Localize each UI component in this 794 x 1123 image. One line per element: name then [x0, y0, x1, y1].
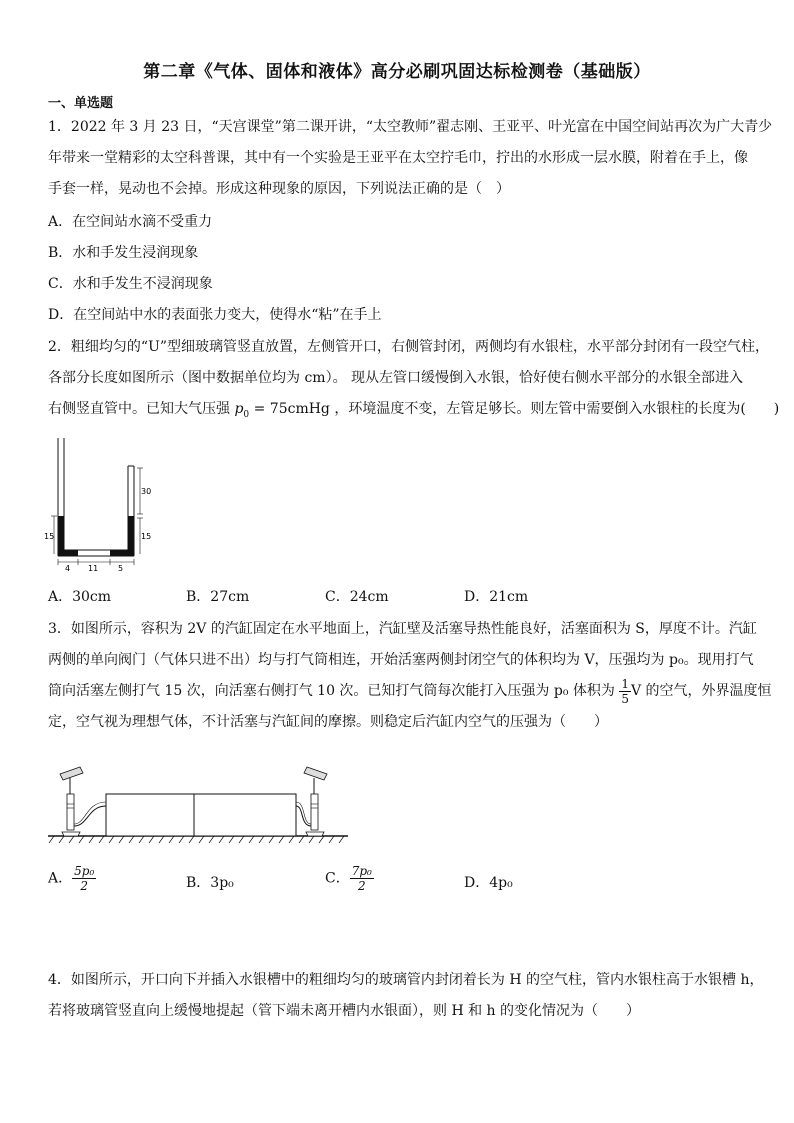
q2-option-d: D．21cm [464, 589, 529, 605]
page-title: 第二章《气体、固体和液体》高分必刷巩固达标检测卷（基础版） [143, 62, 651, 82]
q1-option-a: A．在空间站水滴不受重力 [48, 214, 213, 230]
q1-line-3: 手套一样，晃动也不会掉。形成这种现象的原因，下列说法正确的是（ ） [48, 181, 510, 197]
q2-line-1: 2．粗细均匀的“U”型细玻璃管竖直放置，左侧管开口，右侧管封闭，两侧均有水银柱，水平部分封闭有一段空气柱， [48, 339, 770, 355]
label-b-5: 5 [118, 564, 124, 573]
q2-line-3: 右侧竖直管中。已知大气压强 $p_0$ = 75cmHg ，环境温度不变，左管足够长。则左管中需要倒入水银柱的长度为( ) [48, 401, 780, 420]
q3-option-d: D．4p₀ [464, 875, 513, 891]
q1-option-d: D．在空间站中水的表面张力变大，使得水“粘”在手上 [48, 307, 382, 323]
q1-line-1: 1．2022 年 3 月 23 日，“天宫课堂”第二课开讲，“太空教师”翟志刚、王亚平、叶光富在中国空间站再次为广大青少 [48, 119, 773, 135]
q3-options [48, 864, 748, 900]
question-1-stem [48, 112, 773, 205]
q3-option-a: A． $\frac{\text{5p₀}}{2}$ [48, 864, 95, 893]
fraction-one-fifth: $\frac{1}{5}$ [621, 676, 629, 706]
q4-line-1: 4．如图所示，开口向下并插入水银槽中的粗细均匀的玻璃管内封闭着长为 H 的空气柱，管内水银柱高于水银槽 h， [48, 972, 764, 988]
section-heading: 一、单选题 [48, 96, 114, 111]
u-tube-figure [44, 438, 160, 573]
q3-option-b: B．3p₀ [186, 875, 234, 891]
question-3-stem [48, 614, 772, 738]
q2-option-c: C．24cm [325, 589, 389, 605]
label-b-4: 4 [65, 564, 71, 573]
q3-option-c: C． $\frac{\text{7p₀}}{2}$ [325, 864, 372, 893]
label-b-11: 11 [88, 564, 99, 573]
q3-line-3: 筒向活塞左侧打气 15 次，向活塞右侧打气 10 次。已知打气筒每次能打入压强为 p₀ 体积为 $\frac{1}{5}$ V 的空气，外界温度恒 [48, 676, 772, 706]
q2-option-a: A．30cm [48, 589, 112, 605]
q2-line-2: 各部分长度如图所示（图中数据单位均为 cm）。 现从左管口缓慢倒入水银，恰好使右侧水平部分的水银全部进入 [48, 370, 744, 386]
label-30: 30 [141, 487, 152, 496]
cylinder-figure [48, 764, 358, 844]
p0-symbol: p [234, 401, 244, 417]
q3-line-1: 3．如图所示，容积为 2V 的汽缸固定在水平地面上，汽缸壁及活塞导热性能良好，活塞面积为 S，厚度不计。汽缸 [48, 621, 757, 637]
question-2-stem [48, 332, 780, 425]
label-right-15: 15 [141, 532, 152, 541]
q2-option-b: B．27cm [186, 589, 250, 605]
q3-line-4: 定，空气视为理想气体，不计活塞与汽缸间的摩擦。则稳定后汽缸内空气的压强为（ ） [48, 714, 608, 730]
q3-line-2: 两侧的单向阀门（气体只进不出）均与打气筒相连，开始活塞两侧封闭空气的体积均为 V，压强均为 p₀。现用打气 [48, 652, 754, 668]
q1-line-2: 年带来一堂精彩的太空科普课，其中有一个实验是王亚平在太空拧毛巾，拧出的水形成一层水膜，附着在手上，像 [48, 150, 748, 166]
label-left-15: 15 [44, 532, 55, 541]
question-4-stem [48, 965, 764, 1027]
q4-line-2: 若将玻璃管竖直向上缓慢地提起（管下端未离开槽内水银面），则 H 和 h 的变化情况为（ ） [48, 1003, 641, 1019]
q1-option-b: B．水和手发生浸润现象 [48, 245, 199, 261]
q1-option-c: C．水和手发生不浸润现象 [48, 276, 213, 292]
